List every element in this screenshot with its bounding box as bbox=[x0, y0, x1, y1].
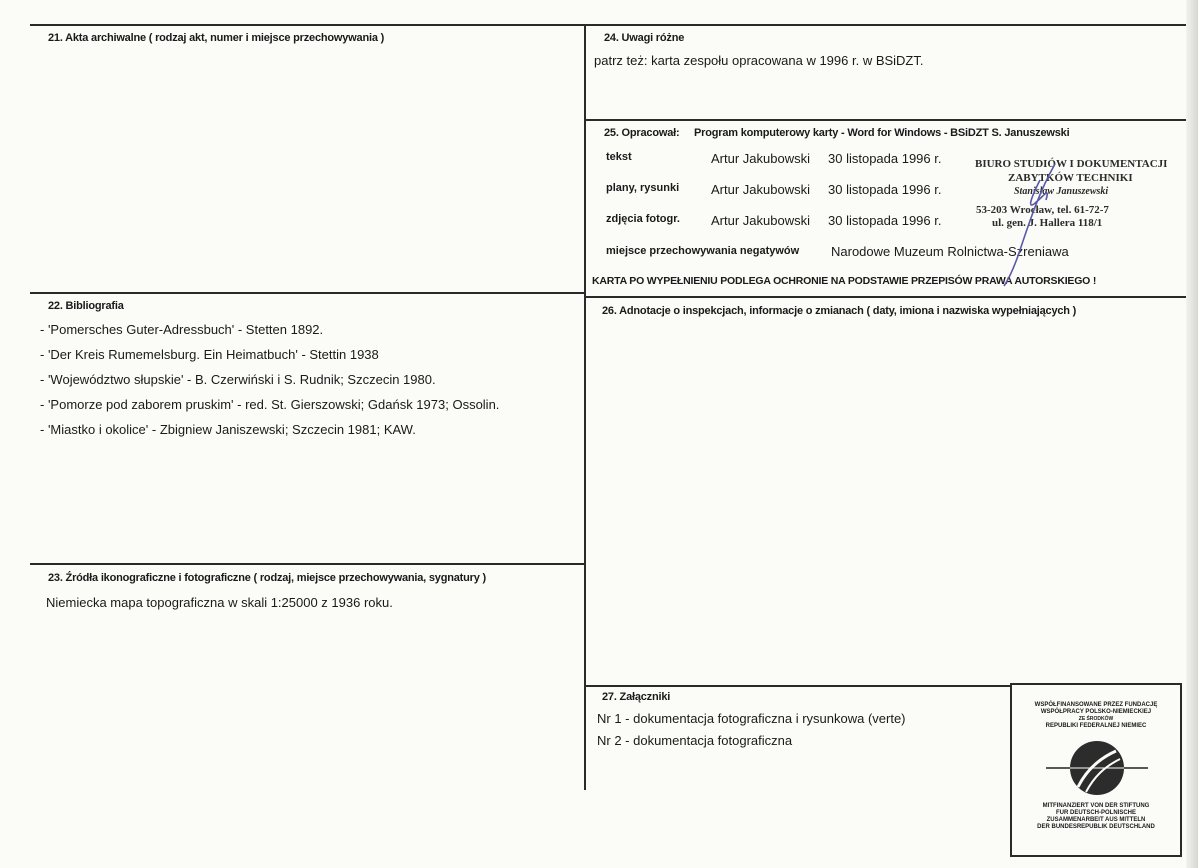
top-border bbox=[30, 24, 1186, 26]
row-date: 30 listopada 1996 r. bbox=[828, 151, 942, 166]
negatives-label: miejsce przechowywania negatywów bbox=[606, 245, 800, 257]
stamp-line-3: Stanisław Januszewski bbox=[1014, 186, 1109, 197]
copyright-notice: KARTA PO WYPEŁNIENIU PODLEGA OCHRONIE NA PODSTAWIE PRZEPISÓW PRAWA AUTORSKIEGO ! bbox=[592, 275, 1097, 287]
section-23-text: Niemiecka mapa topograficzna w skali 1:25000 z 1936 roku. bbox=[46, 595, 393, 610]
foundation-logo-box bbox=[1010, 683, 1182, 857]
section-21-header: 21. Akta archiwalne ( rodzaj akt, numer i miejsce przechowywania ) bbox=[48, 32, 385, 44]
bibliography-item: - 'Województwo słupskie' - B. Czerwiński i S. Rudnik; Szczecin 1980. bbox=[40, 372, 436, 387]
logo-top-line: WSPÓŁPRACY POLSKO-NIEMIECKIEJ bbox=[1040, 709, 1152, 715]
bibliography-item: - 'Der Kreis Rumemelsburg. Ein Heimatbuch' - Stettin 1938 bbox=[40, 347, 379, 362]
logo-top-text bbox=[1012, 702, 1180, 730]
row-author: Artur Jakubowski bbox=[711, 182, 810, 197]
divider-24-25 bbox=[585, 119, 1186, 121]
row-author: Artur Jakubowski bbox=[711, 213, 810, 228]
section-22-header: 22. Bibliografia bbox=[48, 300, 124, 312]
page-edge bbox=[1186, 0, 1198, 868]
logo-bottom-text bbox=[1012, 803, 1180, 831]
bibliography-item: - 'Miastko i okolice' - Zbigniew Janiszewski; Szczecin 1981; KAW. bbox=[40, 422, 416, 437]
section-27-header: 27. Załączniki bbox=[602, 691, 671, 703]
row-label-text: tekst bbox=[606, 151, 632, 163]
stamp-line-2: ZABYTKÓW TECHNIKI bbox=[1008, 172, 1133, 184]
row-date: 30 listopada 1996 r. bbox=[828, 213, 942, 228]
section-25-program: Program komputerowy karty - Word for Windows - BSiDZT S. Januszewski bbox=[694, 127, 1070, 139]
logo-top-line: ZE ŚRODKÓW bbox=[1078, 716, 1114, 722]
signature-icon bbox=[1000, 160, 1070, 290]
logo-top-line: REPUBLIKI FEDERALNEJ NIEMIEC bbox=[1045, 723, 1147, 729]
logo-bottom-line: FUR DEUTSCH-POLNISCHE bbox=[1055, 810, 1136, 816]
bibliography-item: - 'Pomorze pod zaborem pruskim' - red. St. Gierszowski; Gdańsk 1973; Ossolin. bbox=[40, 397, 500, 412]
section-24-text: patrz też: karta zespołu opracowana w 1996 r. w BSiDZT. bbox=[594, 53, 924, 68]
divider-26-27 bbox=[585, 685, 1010, 687]
section-24-header: 24. Uwagi różne bbox=[604, 32, 685, 44]
row-label-photos: zdjęcia fotogr. bbox=[606, 213, 680, 225]
logo-bottom-line: ZUSAMMENARBEIT AUS MITTELN bbox=[1046, 817, 1146, 823]
row-date: 30 listopada 1996 r. bbox=[828, 182, 942, 197]
row-label-plans: plany, rysunki bbox=[606, 182, 680, 194]
logo-bottom-line: DER BUNDESREPUBLIK DEUTSCHLAND bbox=[1037, 824, 1155, 830]
logo-top-line: WSPÓŁFINANSOWANE PRZEZ FUNDACJĘ bbox=[1034, 702, 1158, 708]
bibliography-item: - 'Pomersches Guter-Adressbuch' - Stetten 1892. bbox=[40, 322, 324, 337]
section-23-header: 23. Źródła ikonograficzne i fotograficzne ( rodzaj, miejsce przechowywania, sygnatury ) bbox=[48, 572, 486, 584]
stamp-line-5: ul. gen. J. Hallera 118/1 bbox=[992, 217, 1103, 229]
foundation-emblem-icon bbox=[1042, 737, 1152, 799]
section-26-header: 26. Adnotacje o inspekcjach, informacje o zmianach ( daty, imiona i nazwiska wypełniających ) bbox=[602, 305, 1077, 317]
row-author: Artur Jakubowski bbox=[711, 151, 810, 166]
center-divider bbox=[584, 24, 586, 790]
divider-25-26 bbox=[585, 296, 1186, 298]
attachment-item: Nr 1 - dokumentacja fotograficzna i rysunkowa (verte) bbox=[597, 711, 906, 726]
attachment-item: Nr 2 - dokumentacja fotograficzna bbox=[597, 733, 793, 748]
divider-21-22 bbox=[30, 292, 585, 294]
logo-bottom-line: MITFINANZIERT VON DER STIFTUNG bbox=[1042, 803, 1150, 809]
negatives-value: Narodowe Muzeum Rolnictwa-Szreniawa bbox=[831, 244, 1069, 259]
stamp-line-1: BIURO STUDIÓW I DOKUMENTACJI bbox=[975, 158, 1168, 170]
section-25-header: 25. Opracował: bbox=[604, 127, 680, 139]
stamp-line-4: 53-203 Wrocław, tel. 61-72-7 bbox=[976, 204, 1109, 216]
divider-22-23 bbox=[30, 563, 585, 565]
